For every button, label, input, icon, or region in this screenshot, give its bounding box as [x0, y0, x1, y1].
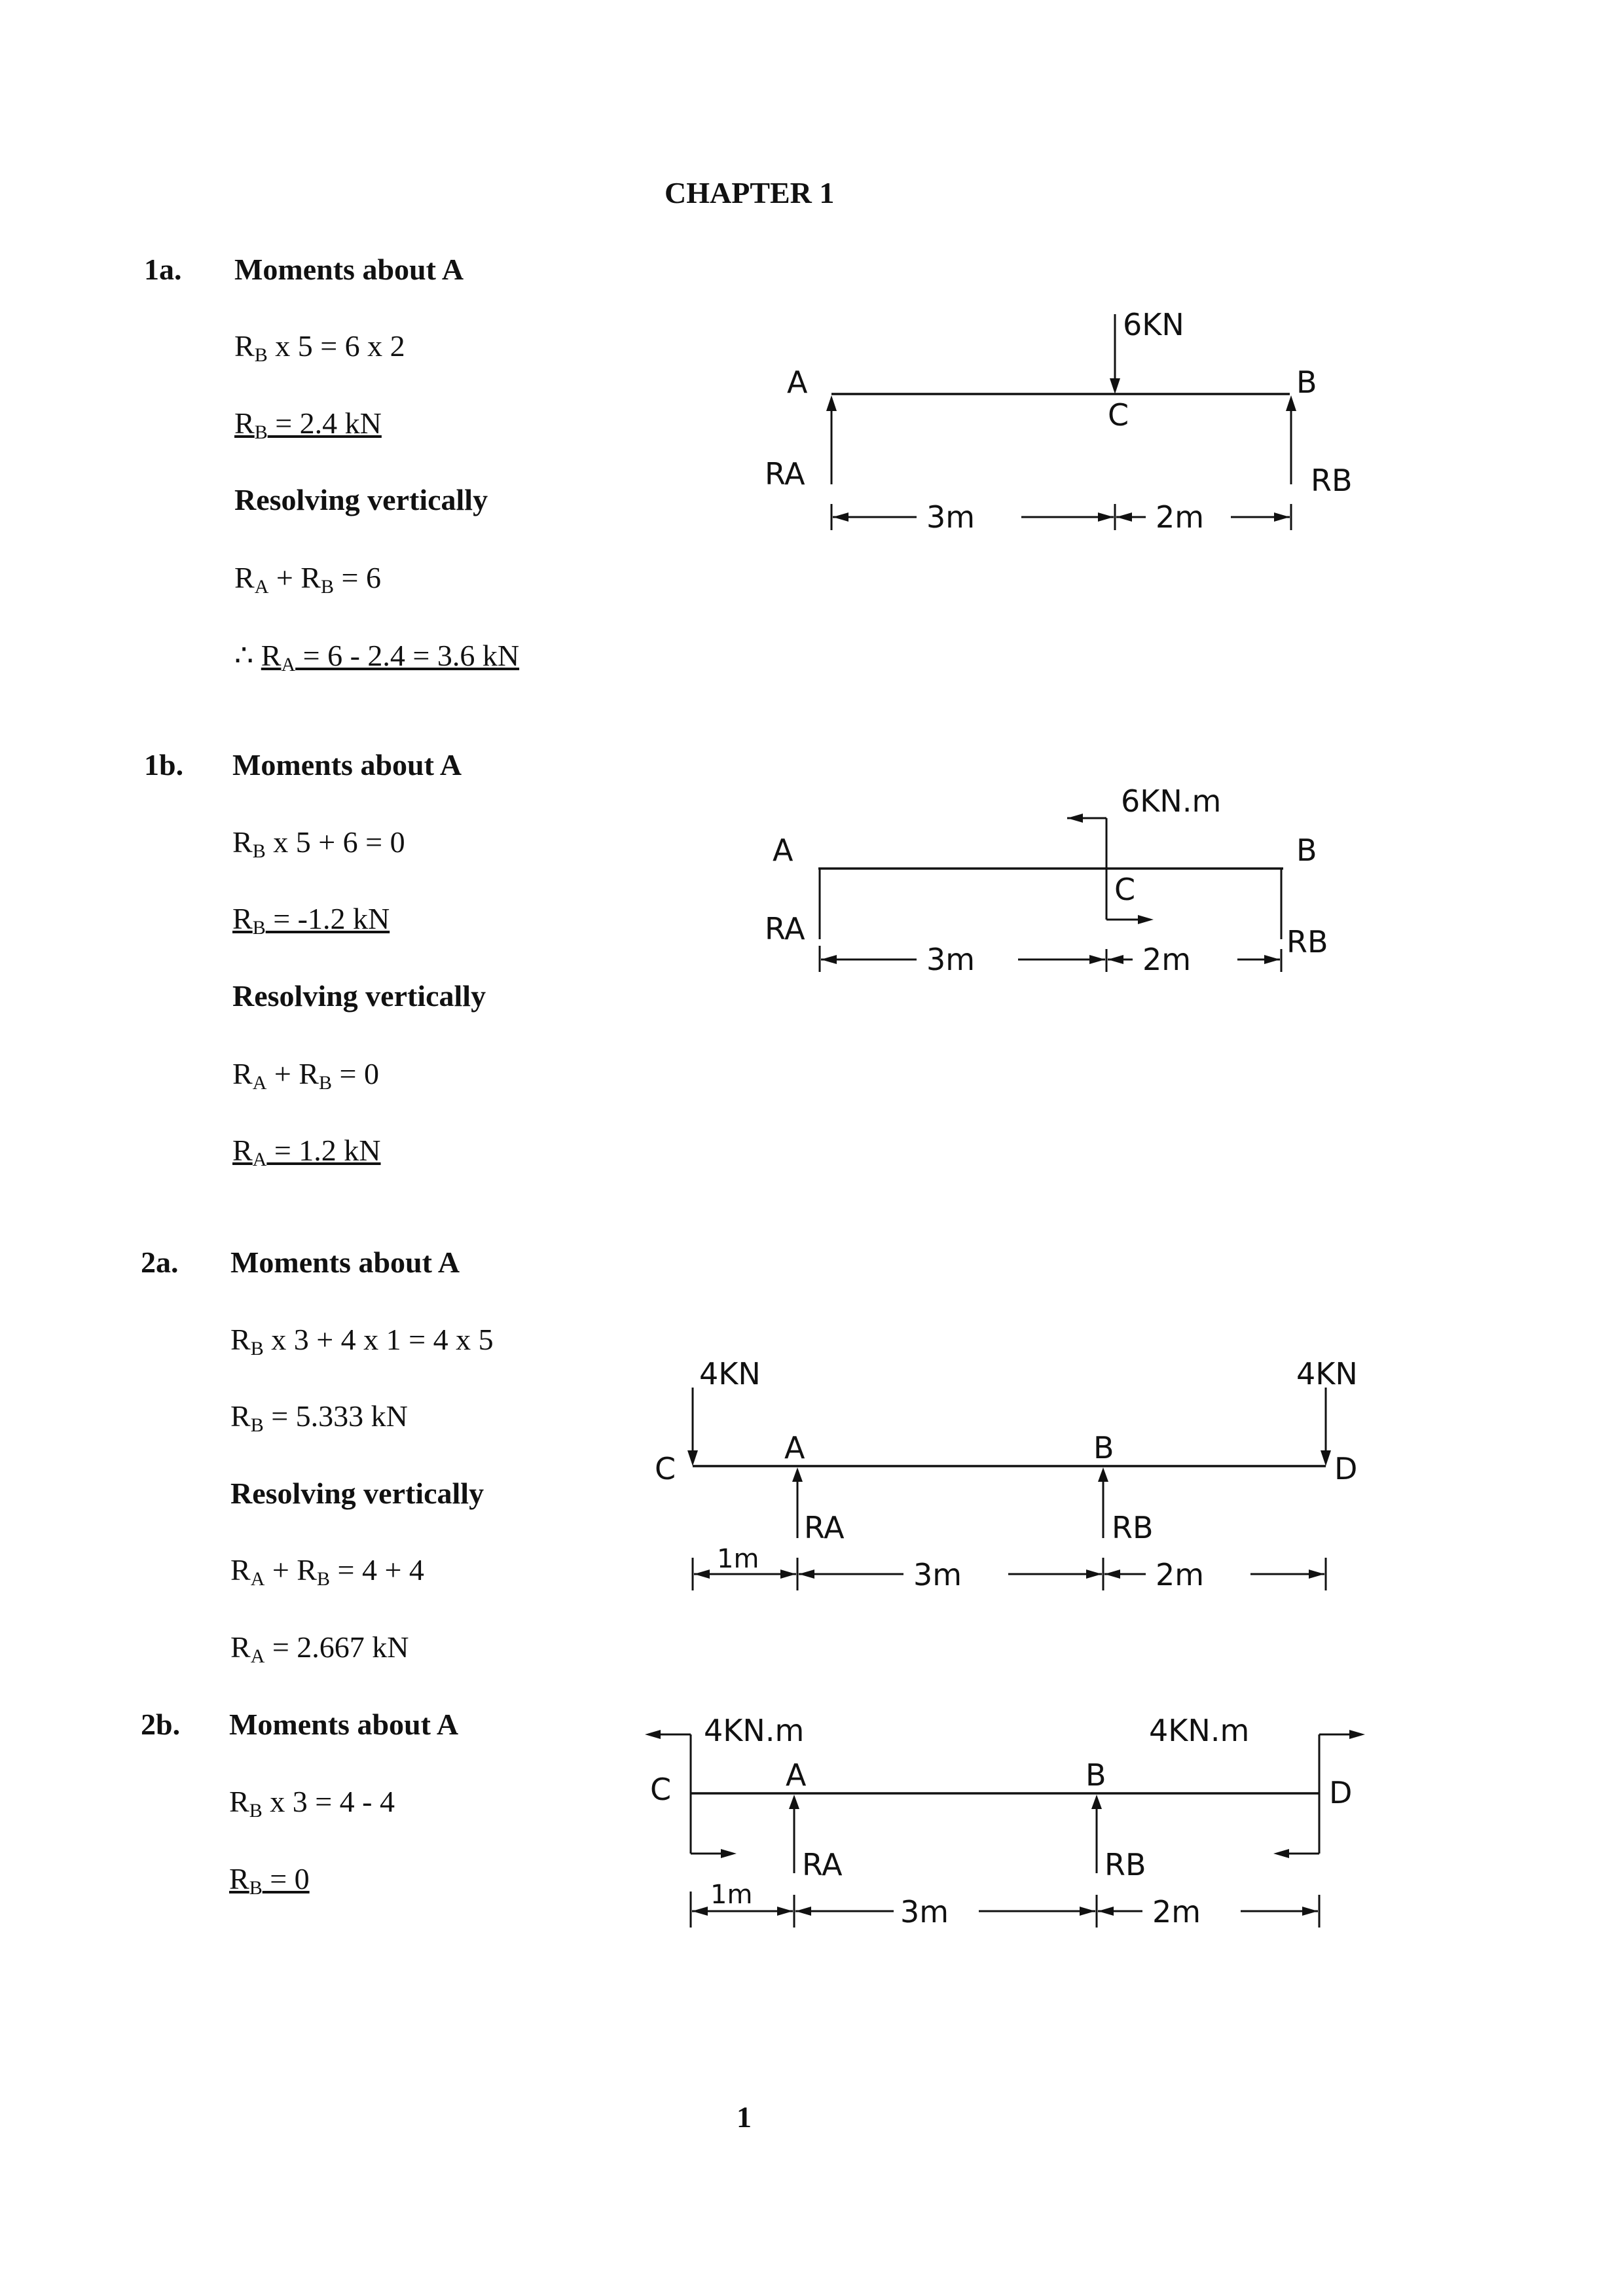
heading-moments-1a: Moments about A — [234, 253, 464, 286]
equation-2a-moment: $R_B$ x 3 + 4 x 1 = 4 x 5 — [230, 1323, 494, 1359]
point-label-a-2a: A — [784, 1430, 805, 1465]
page-number: 1 — [737, 2100, 752, 2134]
result-1b-rb: $R_B = -1.2$ kN — [232, 902, 390, 939]
heading-resolving-1a: Resolving vertically — [234, 483, 488, 516]
load-label-left-2a: 4KN — [699, 1356, 761, 1391]
load-label-1a: 6KN — [1123, 307, 1184, 342]
problem-number-2a: 2a. — [141, 1246, 179, 1279]
reaction-label-ra-1a: RA — [765, 456, 805, 492]
result-2b-rb: $R_B = 0$ — [229, 1862, 310, 1899]
reaction-label-ra-2a: RA — [804, 1510, 845, 1545]
reaction-label-rb-2a: RB — [1112, 1510, 1154, 1545]
point-label-b-1a: B — [1296, 365, 1317, 400]
heading-moments-2a: Moments about A — [230, 1246, 460, 1279]
result-1a-rb: $R_B = 2.4$ kN — [234, 406, 382, 443]
result-1a-ra: ∴ $R_A = 6 - 2.4 = 3.6$ kN — [234, 639, 520, 675]
point-label-a-1a: A — [787, 365, 808, 400]
equation-1a-moment: $R_B$ x 5 = 6 x 2 — [234, 329, 405, 366]
equation-1b-sum: $R_A + R_B = 0$ — [232, 1057, 379, 1094]
heading-moments-1b: Moments about A — [232, 748, 462, 781]
dimension-label-2m-1a: 2m — [1156, 499, 1205, 535]
dimension-label-3m-2b: 3m — [900, 1894, 949, 1929]
point-label-c-2a: C — [655, 1451, 676, 1486]
load-label-right-2a: 4KN — [1296, 1356, 1358, 1391]
point-label-b-1b: B — [1296, 833, 1317, 868]
point-label-a-1b: A — [773, 833, 793, 868]
point-label-d-2b: D — [1329, 1775, 1353, 1810]
dimension-label-2m-2b: 2m — [1152, 1894, 1201, 1929]
point-label-d-2a: D — [1334, 1451, 1358, 1486]
heading-moments-2b: Moments about A — [229, 1708, 459, 1741]
moment-label-right-2b: 4KN.m — [1149, 1713, 1250, 1748]
reaction-label-rb-2b: RB — [1104, 1847, 1146, 1882]
beam-diagram-2a — [648, 1342, 1368, 1617]
reaction-label-ra-1b: RA — [765, 911, 805, 946]
dimension-label-3m-1b: 3m — [926, 942, 976, 977]
beam-diagram-2b — [638, 1702, 1391, 1964]
equation-2b-moment: $R_B$ x 3 = 4 - 4 — [229, 1785, 395, 1821]
point-label-c-2b: C — [650, 1772, 672, 1807]
equation-1b-moment: $R_B$ x 5 + 6 = 0 — [232, 825, 405, 862]
heading-resolving-1b: Resolving vertically — [232, 979, 486, 1013]
reaction-label-ra-2b: RA — [802, 1847, 843, 1882]
moment-label-1b: 6KN.m — [1121, 783, 1222, 819]
dimension-label-2m-1b: 2m — [1142, 942, 1192, 977]
reaction-label-rb-1b: RB — [1286, 924, 1328, 960]
beam-diagram-1b — [753, 779, 1375, 1014]
problem-number-1a: 1a. — [144, 253, 182, 286]
moment-label-left-2b: 4KN.m — [704, 1713, 805, 1748]
problem-number-2b: 2b. — [141, 1708, 181, 1741]
point-label-a-2b: A — [786, 1757, 807, 1793]
point-label-c-1a: C — [1108, 397, 1129, 433]
result-1b-ra: $R_A = 1.2$ kN — [232, 1134, 381, 1170]
reaction-label-rb-1a: RB — [1311, 463, 1353, 498]
dimension-label-3m-1a: 3m — [926, 499, 976, 535]
dimension-label-1m-2a: 1m — [717, 1544, 759, 1574]
dimension-label-2m-2a: 2m — [1156, 1557, 1205, 1592]
dimension-label-3m-2a: 3m — [913, 1557, 962, 1592]
equation-2a-sum: $R_A + R_B = 4 + 4$ — [230, 1553, 424, 1590]
result-2a-rb: $R_B = 5.333$ kN — [230, 1399, 408, 1436]
result-2a-ra: $R_A = 2.667$ kN — [230, 1630, 409, 1667]
beam-diagram-1a — [753, 295, 1375, 556]
equation-1a-sum: $R_A + R_B = 6$ — [234, 561, 381, 598]
dimension-label-1m-2b: 1m — [710, 1880, 753, 1910]
problem-number-1b: 1b. — [144, 748, 184, 781]
point-label-c-1b: C — [1114, 872, 1136, 907]
point-label-b-2a: B — [1093, 1430, 1114, 1465]
point-label-b-2b: B — [1085, 1757, 1106, 1793]
heading-resolving-2a: Resolving vertically — [230, 1477, 484, 1510]
chapter-title: CHAPTER 1 — [665, 176, 835, 209]
